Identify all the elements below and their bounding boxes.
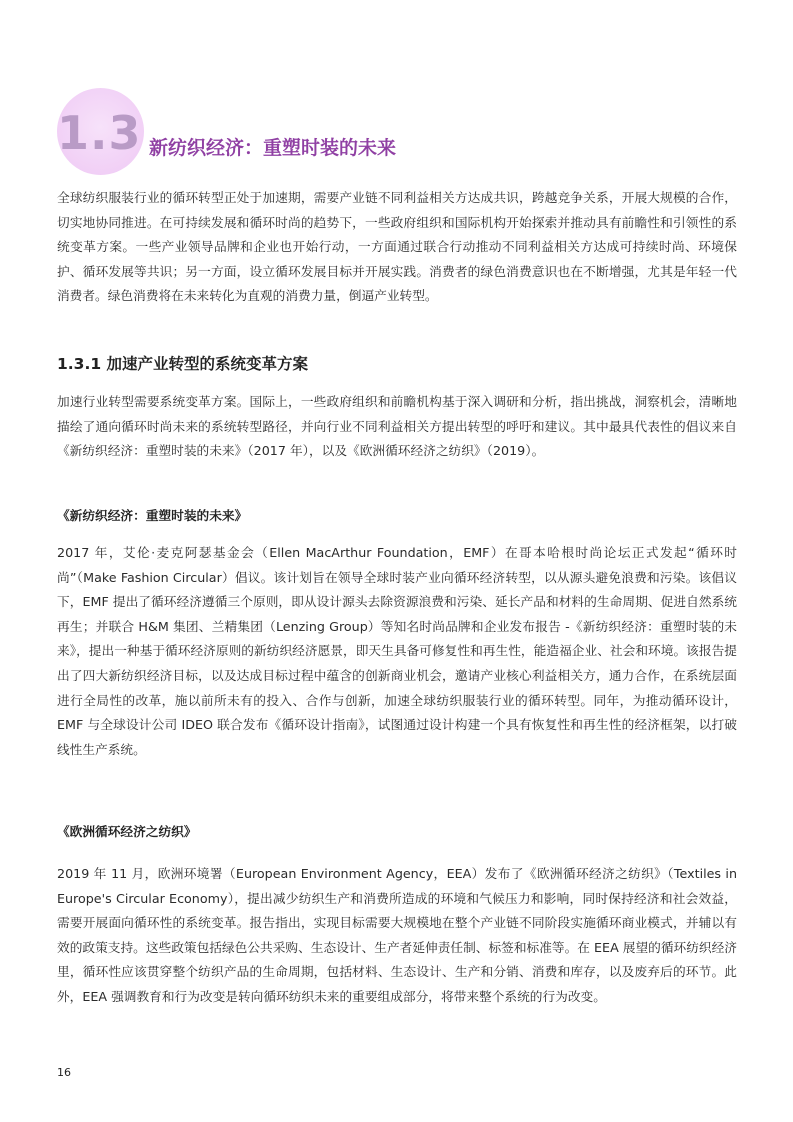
intro-block [57, 186, 737, 309]
report2-paragraph: 2019 年 11 月，欧洲环境署（European Environment Agency，EEA）发布了《欧洲循环经济之纺织》（Textiles in Europe's Circular Economy），提出减少纺织生产和消费所造成的环境和气候压力和影响，同时保持经济和社会效益，需要开展面向循环性的系统变革。报告指出，实现目标需要大规模地在整个产业链不同阶段实施循环商业模式，并辅以有效的政策支持。这些政策包括绿色公共采购、生态设计、生产者延伸责任制、标签和标准等。在 EEA 展望的循环纺织经济里，循环性应该贯穿整个纺织产品的生命周期，包括材料、生态设计、生产和分销、消费和库存，以及废弃后的环节。此外，EEA 强调教育和行为改变是转向循环纺织未来的重要组成部分，将带来整个系统的行为改变。 [57, 866, 737, 1004]
report2-title-block [57, 821, 737, 840]
subsection-heading-block [57, 352, 737, 374]
section-number: 1.3 [57, 106, 142, 160]
report2-block [57, 862, 737, 1010]
subsection-paragraph: 加速行业转型需要系统变革方案。国际上，一些政府组织和前瞻机构基于深入调研和分析，指出挑战，洞察机会，清晰地描绘了通向循环时尚未来的系统转型路径，并向行业不同利益相关方提出转型的呼吁和建议。其中最具代表性的倡议来自《新纺织经济：重塑时装的未来》（2017 年），以及《欧洲循环经济之纺织》（2019）。 [57, 394, 737, 459]
report1-title: 《新纺织经济：重塑时装的未来》 [57, 508, 248, 523]
subsection-block [57, 390, 737, 464]
subsection-heading: 1.3.1 加速产业转型的系统变革方案 [57, 355, 309, 373]
intro-paragraph: 全球纺织服装行业的循环转型正处于加速期，需要产业链不同利益相关方达成共识，跨越竞争关系，开展大规模的合作，切实地协同推进。在可持续发展和循环时尚的趋势下，一些政府组织和国际机构开始探索并推动具有前瞻性和引领性的系统变革方案。一些产业领导品牌和企业也开始行动，一方面通过联合行动推动不同利益相关方达成可持续时尚、环境保护、循环发展等共识；另一方面，设立循环发展目标并开展实践。消费者的绿色消费意识也在不断增强，尤其是年轻一代消费者。绿色消费将在未来转化为直观的消费力量，倒逼产业转型。 [57, 190, 737, 304]
report1-block [57, 541, 737, 762]
report2-title: 《欧洲循环经济之纺织》 [57, 824, 197, 839]
page-number: 16 [57, 1066, 71, 1079]
report1-paragraph: 2017 年，艾伦·麦克阿瑟基金会（Ellen MacArthur Foundation，EMF）在哥本哈根时尚论坛正式发起“循环时尚”（Make Fashion Circular）倡议。该计划旨在领导全球时装产业向循环经济转型，以从源头避免浪费和污染。该倡议下，EMF 提出了循环经济遵循三个原则，即从设计源头去除资源浪费和污染、延长产品和材料的生命周期、促进自然系统再生；并联合 H&M 集团、兰精集团（Lenzing Group）等知名时尚品牌和企业发布报告 -《新纺织经济：重塑时装的未来》，提出一种基于循环经济原则的新纺织经济愿景，即天生具备可修复性和再生性，能造福企业、社会和环境。该报告提出了四大新纺织经济目标，以及达成目标过程中蕴含的创新商业机会，邀请产业核心利益相关方，通力合作，在系统层面进行全局性的改革，施以前所未有的投入、合作与创新，加速全球纺织服装行业的循环转型。同年，为推动循环设计，EMF 与全球设计公司 IDEO 联合发布《循环设计指南》，试图通过设计构建一个具有恢复性和再生性的经济框架，以打破线性生产系统。 [57, 545, 737, 757]
section-title: 新纺织经济：重塑时装的未来 [149, 137, 397, 159]
report1-title-block [57, 505, 737, 524]
section-header [57, 88, 757, 198]
